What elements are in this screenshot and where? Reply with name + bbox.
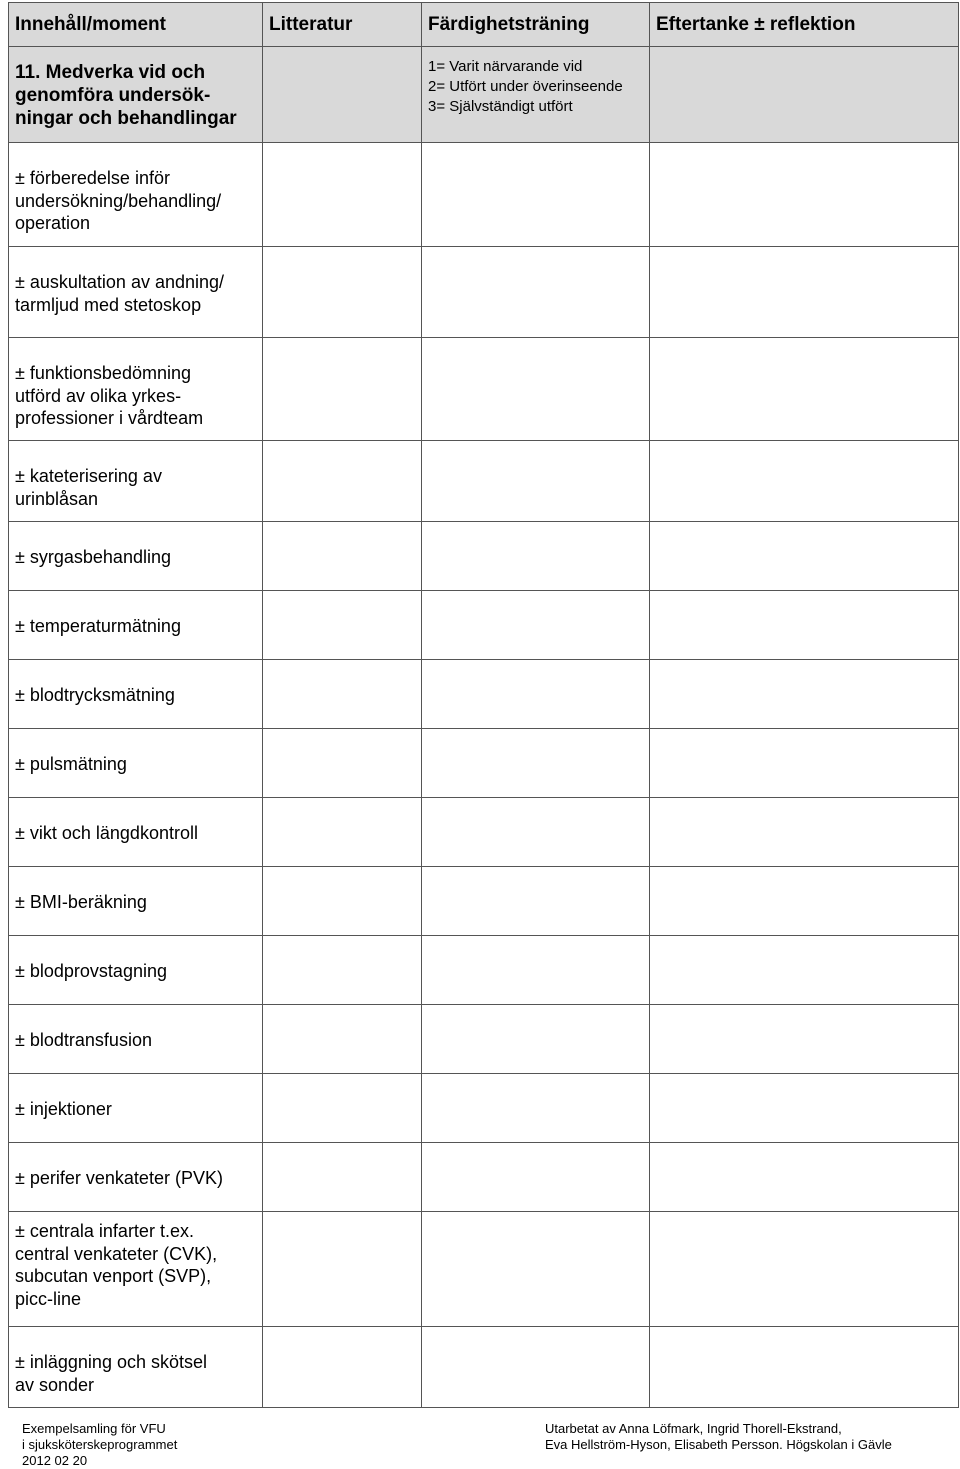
reflection-cell[interactable] xyxy=(650,591,959,660)
activity-cell xyxy=(9,1327,263,1408)
skills-cell[interactable] xyxy=(422,1212,650,1327)
rating-scale xyxy=(422,47,650,143)
footer-left xyxy=(22,1421,177,1469)
skills-cell[interactable] xyxy=(422,522,650,591)
section-reflection-cell xyxy=(650,47,959,143)
skills-cell[interactable] xyxy=(422,1327,650,1408)
reflection-cell[interactable] xyxy=(650,522,959,591)
header-literature: Litteratur xyxy=(263,3,422,47)
reflection-cell[interactable] xyxy=(650,867,959,936)
literature-cell[interactable] xyxy=(263,1143,422,1212)
table-row xyxy=(9,591,959,660)
literature-cell[interactable] xyxy=(263,1074,422,1143)
table-row xyxy=(9,247,959,338)
table-row xyxy=(9,1143,959,1212)
activity-cell xyxy=(9,1212,263,1327)
reflection-cell[interactable] xyxy=(650,338,959,441)
activity-cell xyxy=(9,591,263,660)
activity-label: ± förberedelse inför undersökning/behandling/ operation xyxy=(15,168,222,233)
activity-cell xyxy=(9,1143,263,1212)
footer-right-line: Eva Hellström-Hyson, Elisabeth Persson. Högskolan i Gävle xyxy=(545,1437,892,1452)
activity-label: ± perifer venkateter (PVK) xyxy=(15,1168,223,1188)
section-row xyxy=(9,47,959,143)
section-title: 11. Medverka vid och genomföra undersök- ningar och behandlingar xyxy=(9,47,263,143)
activity-cell xyxy=(9,338,263,441)
table-row xyxy=(9,1074,959,1143)
table-row xyxy=(9,522,959,591)
footer-right xyxy=(545,1421,892,1453)
skills-cell[interactable] xyxy=(422,441,650,522)
header-content: Innehåll/moment xyxy=(9,3,263,47)
activity-label: ± centrala infarter t.ex. central venkateter (CVK), subcutan venport (SVP), picc-line xyxy=(15,1221,218,1309)
reflection-cell[interactable] xyxy=(650,441,959,522)
activity-label: ± pulsmätning xyxy=(15,754,127,774)
reflection-cell[interactable] xyxy=(650,1327,959,1408)
table-row xyxy=(9,338,959,441)
activity-label: ± syrgasbehandling xyxy=(15,547,171,567)
section-literature-cell xyxy=(263,47,422,143)
reflection-cell[interactable] xyxy=(650,936,959,1005)
table-row xyxy=(9,936,959,1005)
header-row xyxy=(9,3,959,47)
activity-label: ± BMI-beräkning xyxy=(15,892,147,912)
literature-cell[interactable] xyxy=(263,729,422,798)
skills-cell[interactable] xyxy=(422,1005,650,1074)
literature-cell[interactable] xyxy=(263,247,422,338)
footer-left-line: 2012 02 20 xyxy=(22,1453,88,1468)
literature-cell[interactable] xyxy=(263,867,422,936)
skills-cell[interactable] xyxy=(422,1074,650,1143)
skills-cell[interactable] xyxy=(422,338,650,441)
activity-cell xyxy=(9,936,263,1005)
activity-label: ± blodprovstagning xyxy=(15,961,167,981)
table-row xyxy=(9,1327,959,1408)
activity-label: ± auskultation av andning/ tarmljud med stetoskop xyxy=(15,272,225,315)
activity-cell xyxy=(9,1005,263,1074)
skills-cell[interactable] xyxy=(422,1143,650,1212)
activity-label: ± blodtransfusion xyxy=(15,1030,152,1050)
table-row xyxy=(9,1212,959,1327)
literature-cell[interactable] xyxy=(263,522,422,591)
literature-cell[interactable] xyxy=(263,441,422,522)
reflection-cell[interactable] xyxy=(650,1074,959,1143)
reflection-cell[interactable] xyxy=(650,247,959,338)
literature-cell[interactable] xyxy=(263,1327,422,1408)
table-row xyxy=(9,660,959,729)
activity-label: ± kateterisering av urinblåsan xyxy=(15,466,162,509)
activity-cell xyxy=(9,143,263,247)
literature-cell[interactable] xyxy=(263,660,422,729)
activity-cell xyxy=(9,1074,263,1143)
activity-label: ± blodtrycksmätning xyxy=(15,685,175,705)
reflection-cell[interactable] xyxy=(650,143,959,247)
skills-cell[interactable] xyxy=(422,591,650,660)
skills-cell[interactable] xyxy=(422,247,650,338)
footer-left-line: Exempelsamling för VFU xyxy=(22,1421,166,1436)
activity-cell xyxy=(9,729,263,798)
scale-1: 1= Varit närvarande vid xyxy=(428,58,583,75)
skills-cell[interactable] xyxy=(422,143,650,247)
reflection-cell[interactable] xyxy=(650,1212,959,1327)
header-skills: Färdighetsträning xyxy=(422,3,650,47)
activity-label: ± funktionsbedömning utförd av olika yrkes- professioner i vårdteam xyxy=(15,363,204,428)
skills-cell[interactable] xyxy=(422,729,650,798)
skills-table xyxy=(8,2,959,1408)
activity-cell xyxy=(9,522,263,591)
activity-label: ± temperaturmätning xyxy=(15,616,181,636)
literature-cell[interactable] xyxy=(263,338,422,441)
literature-cell[interactable] xyxy=(263,143,422,247)
activity-label: ± vikt och längdkontroll xyxy=(15,823,198,843)
literature-cell[interactable] xyxy=(263,1005,422,1074)
table-row xyxy=(9,143,959,247)
reflection-cell[interactable] xyxy=(650,729,959,798)
table-body xyxy=(9,143,959,1408)
table-row xyxy=(9,441,959,522)
literature-cell[interactable] xyxy=(263,936,422,1005)
table-row xyxy=(9,867,959,936)
reflection-cell[interactable] xyxy=(650,798,959,867)
table-row xyxy=(9,1005,959,1074)
activity-cell xyxy=(9,660,263,729)
reflection-cell[interactable] xyxy=(650,660,959,729)
table-row xyxy=(9,729,959,798)
skills-cell[interactable] xyxy=(422,798,650,867)
reflection-cell[interactable] xyxy=(650,1143,959,1212)
literature-cell[interactable] xyxy=(263,798,422,867)
activity-label: ± injektioner xyxy=(15,1099,112,1119)
table-row xyxy=(9,798,959,867)
activity-cell xyxy=(9,441,263,522)
skills-cell[interactable] xyxy=(422,660,650,729)
activity-label: ± inläggning och skötsel av sonder xyxy=(15,1352,207,1395)
footer-right-line: Utarbetat av Anna Löfmark, Ingrid Thorell-Ekstrand, xyxy=(545,1421,842,1436)
scale-2: 2= Utfört under överinseende xyxy=(428,78,623,95)
activity-cell xyxy=(9,247,263,338)
activity-cell xyxy=(9,798,263,867)
header-reflection: Eftertanke ± reflektion xyxy=(650,3,959,47)
reflection-cell[interactable] xyxy=(650,1005,959,1074)
activity-cell xyxy=(9,867,263,936)
footer-left-line: i sjuksköterskeprogrammet xyxy=(22,1437,178,1452)
literature-cell[interactable] xyxy=(263,1212,422,1327)
literature-cell[interactable] xyxy=(263,591,422,660)
skills-cell[interactable] xyxy=(422,867,650,936)
skills-cell[interactable] xyxy=(422,936,650,1005)
scale-3: 3= Självständigt utfört xyxy=(428,98,573,115)
